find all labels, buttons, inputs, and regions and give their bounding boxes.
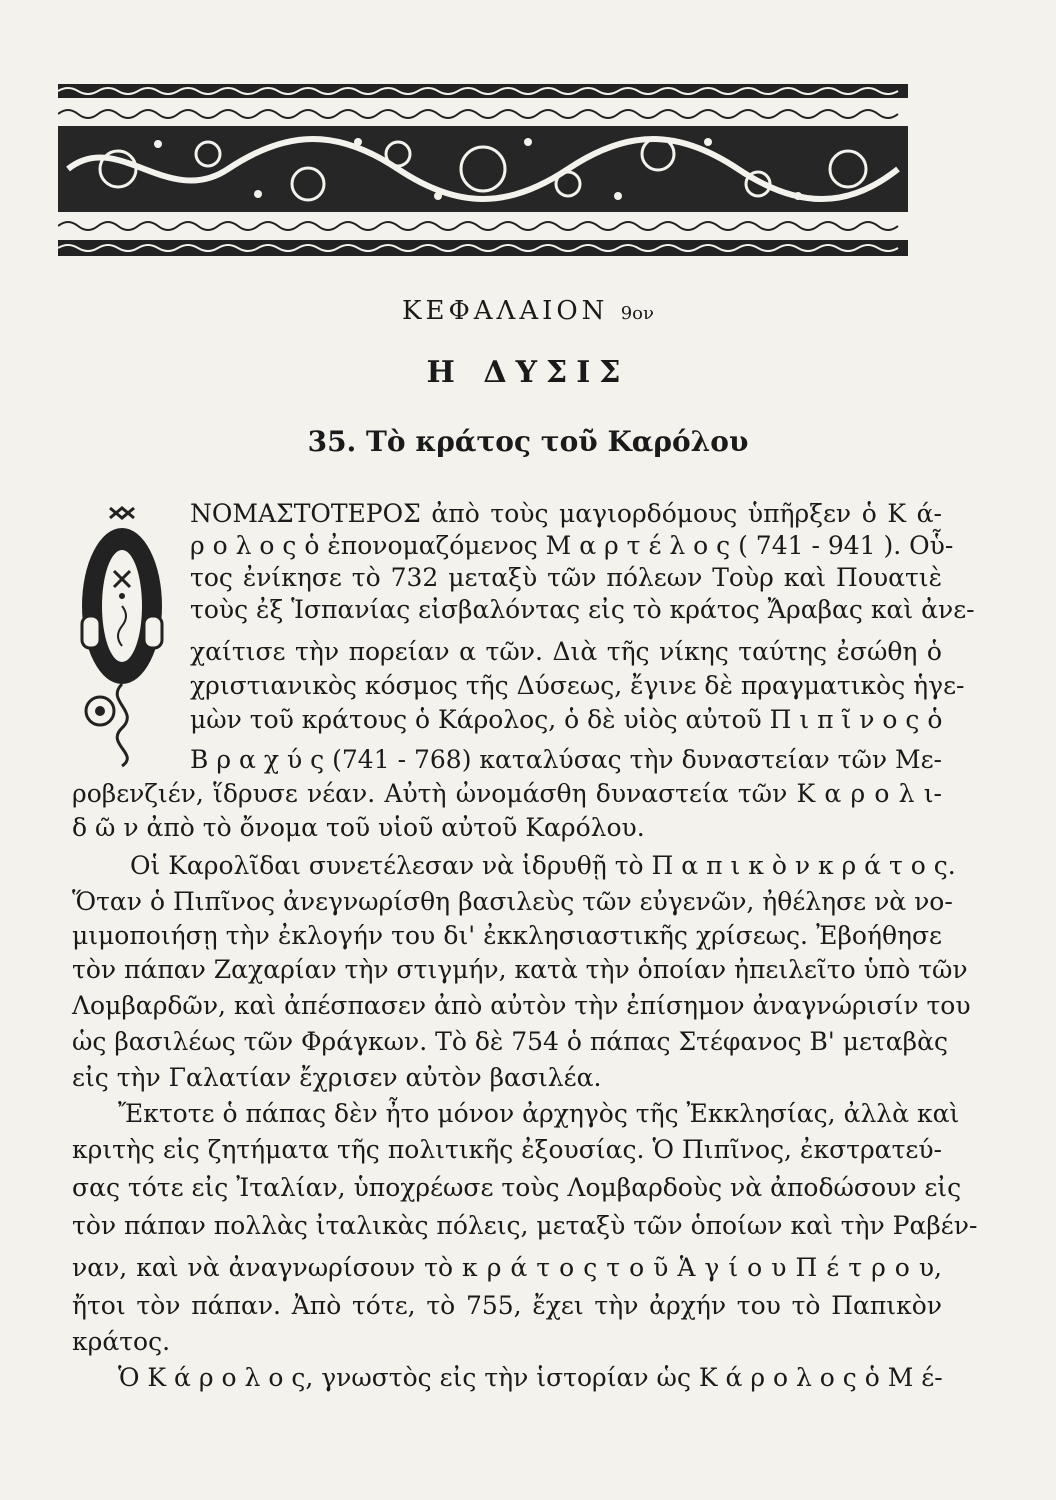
text-line: ναν, καὶ νὰ ἀναγνωρίσουν τὸ κ ρ ά τ ο ς τ ο ῦ Ἁ γ ί ο υ Π έ τ ρ ο υ, [72,1253,942,1282]
text-line: Ἔκτοτε ὁ πάπας δὲν ἦτο μόνον ἀρχηγὸς τῆς Ἐκκλησίας, ἀλλὰ καὶ [118,1099,960,1128]
text-line: τὸν πάπαν πολλὰς ἰταλικὰς πόλεις, μεταξὺ τῶν ὁποίων καὶ τὴν Ραβέν- [72,1211,978,1240]
text-line: ὡς βασιλέως τῶν Φράγκων. Τὸ δὲ 754 ὁ πάπας Στέφανος Β' μεταβὰς [72,1027,948,1056]
text-line: δ ῶ ν ἀπὸ τὸ ὄνομα τοῦ υἱοῦ αὐτοῦ Καρόλου. [72,813,645,842]
text-line: τοὺς ἐξ Ἱσπανίας εἰσβαλόντας εἰς τὸ κράτος Ἄραβας καὶ ἀνε- [190,595,975,624]
ornamental-dropcap [70,496,170,774]
text-line: Ὁ Κ ά ρ ο λ ο ς, γνωστὸς εἰς τὴν ἱστορίαν ὡς Κ ά ρ ο λ ο ς ὁ Μ έ- [118,1363,943,1392]
text-line: χαίτισε τὴν πορείαν α τῶν. Διὰ τῆς νίκης ταύτης ἐσώθη ὁ [190,637,942,666]
text-line: κριτὴς εἰς ζητήματα τῆς πολιτικῆς ἐξουσίας. Ὁ Πιπῖνος, ἐκστρατεύ- [72,1135,942,1164]
text-line: μὼν τοῦ κράτους ὁ Κάρολος, ὁ δὲ υἱὸς αὐτοῦ Π ι π ῖ ν ο ς ὁ [190,705,943,734]
part-title: Η ΔΥΣΙΣ [426,355,630,390]
text-line: κράτος. [72,1327,171,1356]
text-line: χριστιανικὸς κόσμος τῆς Δύσεως, ἔγινε δὲ πραγματικὸς ἡγε- [190,671,965,700]
text-line: ΝΟΜΑΣΤΟΤΕΡΟΣ ἀπὸ τοὺς μαγιορδόμους ὑπῆρξεν ὁ Κ ά- [190,499,942,528]
text-line: ροβενζιέν, ἵδρυσε νέαν. Αὐτὴ ὠνομάσθη δυναστεία τῶν Κ α ρ ο λ ι- [72,779,942,808]
text-line: τὸν πάπαν Ζαχαρίαν τὴν στιγμήν, κατὰ τὴν ὁποίαν ἠπειλεῖτο ὑπὸ τῶν [72,955,968,984]
text-line: μιμοποιήσῃ τὴν ἐκλογήν του δι' ἐκκλησιαστικῆς χρίσεως. Ἐβοήθησε [72,921,942,950]
text-line: Β ρ α χ ύ ς (741 - 768) καταλύσας τὴν δυναστείαν τῶν Με- [190,745,942,774]
chapter-label-text: ΚΕΦΑΛΑΙΟΝ [402,296,609,326]
text-line: εἰς τὴν Γαλατίαν ἔχρισεν αὐτὸν βασιλέα. [72,1063,602,1092]
chapter-label [0,296,1056,326]
text-line: Ὅταν ὁ Πιπῖνος ἀνεγνωρίσθη βασιλεὺς τῶν εὐγενῶν, ἠθέλησε νὰ νο- [72,887,953,916]
text-line: τος ἐνίκησε τὸ 732 μεταξὺ τῶν πόλεων Τοὺρ καὶ Πουατιὲ [190,563,942,592]
chapter-number: 9ον [620,303,654,324]
text-line: ἤτοι τὸν πάπαν. Ἀπὸ τότε, τὸ 755, ἔχει τὴν ἀρχήν του τὸ Παπικὸν [72,1291,942,1320]
text-line: ρ ο λ ο ς ὁ ἐπονομαζόμενος Μ α ρ τ έ λ ο ς ( 741 - 941 ). Οὗ- [190,531,954,560]
ornamental-header-band [58,84,908,256]
text-line: σας τότε εἰς Ἰταλίαν, ὑποχρέωσε τοὺς Λομβαρδοὺς νὰ ἀποδώσουν εἰς [72,1173,962,1202]
section-title: 35. Τὸ κράτος τοῦ Καρόλου [307,425,749,458]
text-line: Οἱ Καρολῖδαι συνετέλεσαν νὰ ἱδρυθῇ τὸ Π α π ι κ ὸ ν κ ρ ά τ ο ς. [130,851,956,880]
text-line: Λομβαρδῶν, καὶ ἀπέσπασεν ἀπὸ αὐτὸν τὴν ἐπίσημον ἀναγνώρισίν του [72,991,971,1020]
